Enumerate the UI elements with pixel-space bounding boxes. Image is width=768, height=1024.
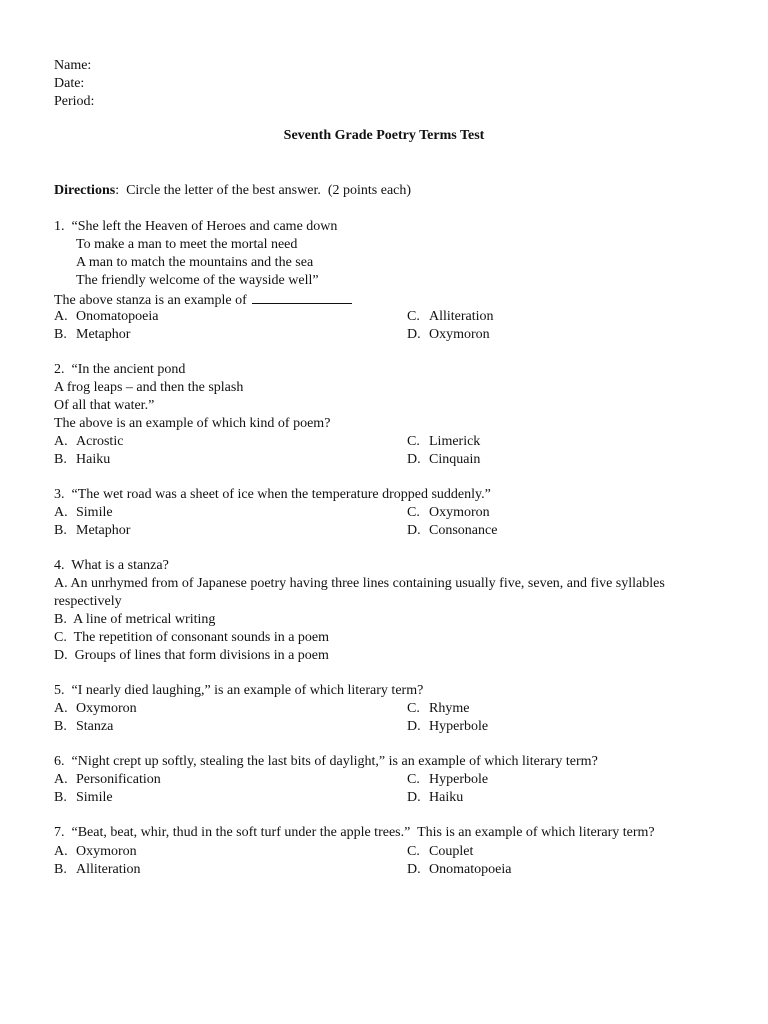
question-3-prompt: 3. “The wet road was a sheet of ice when the temperature dropped suddenly.” <box>54 487 491 502</box>
question-7-prompt: 7. “Beat, beat, whir, thud in the soft turf under the apple trees.” This is an example of which literary term? <box>54 825 655 840</box>
option-text: Oxymoron <box>76 844 137 859</box>
option-letter: B. <box>54 452 67 467</box>
option-text: Onomatopoeia <box>76 309 159 324</box>
question-2-prompt: 2. “In the ancient pond <box>54 362 186 377</box>
question-4-option-d[interactable]: D. Groups of lines that form divisions in a poem <box>54 648 329 663</box>
option-text: Hyperbole <box>429 719 489 734</box>
option-letter: A. <box>54 844 68 859</box>
option-text: Oxymoron <box>429 505 490 520</box>
option-text: Couplet <box>429 844 474 859</box>
question-6-prompt: 6. “Night crept up softly, stealing the last bits of daylight,” is an example of which literary term? <box>54 754 598 769</box>
option-letter: C. <box>407 701 420 716</box>
question-1-verse-line: A man to match the mountains and the sea <box>76 255 314 270</box>
name-label: Name: <box>54 58 92 73</box>
question-3-option-d[interactable] <box>407 522 497 540</box>
option-letter: D. <box>407 719 421 734</box>
option-letter: A. <box>54 505 68 520</box>
directions-text: : Circle the letter of the best answer. (2 points each) <box>115 183 412 198</box>
option-letter: B. <box>54 862 67 877</box>
question-7-option-c[interactable] <box>407 843 473 861</box>
question-1-question-text: The above stanza is an example of <box>54 293 247 308</box>
question-6-option-c[interactable] <box>407 771 488 789</box>
option-text: Stanza <box>76 719 114 734</box>
option-text: Alliteration <box>76 862 141 877</box>
question-3-option-b[interactable] <box>54 522 130 540</box>
question-5-option-d[interactable] <box>407 718 488 736</box>
option-letter: A. <box>54 309 68 324</box>
question-1-option-c[interactable] <box>407 308 494 326</box>
option-letter: C. <box>407 434 420 449</box>
question-2-option-c[interactable] <box>407 433 480 451</box>
option-letter: B. <box>54 327 67 342</box>
option-letter: B. <box>54 790 67 805</box>
option-text: Alliteration <box>429 309 494 324</box>
option-letter: D. <box>407 327 421 342</box>
question-2-option-a[interactable] <box>54 433 123 451</box>
option-letter: D. <box>407 452 421 467</box>
option-text: Consonance <box>429 523 498 538</box>
option-text: Acrostic <box>76 434 124 449</box>
option-letter: D. <box>407 523 421 538</box>
option-text: Haiku <box>429 790 464 805</box>
question-5-option-c[interactable] <box>407 700 469 718</box>
question-2-option-d[interactable] <box>407 451 480 469</box>
page-title: Seventh Grade Poetry Terms Test <box>283 128 485 143</box>
option-text: Cinquain <box>429 452 481 467</box>
question-6-option-b[interactable] <box>54 789 113 807</box>
question-4-option-c[interactable]: C. The repetition of consonant sounds in a poem <box>54 630 330 645</box>
option-text: Oxymoron <box>429 327 490 342</box>
question-2-question: The above is an example of which kind of poem? <box>54 416 331 431</box>
option-letter: B. <box>54 523 67 538</box>
question-1-prompt: 1. “She left the Heaven of Heroes and came down <box>54 219 338 234</box>
date-label: Date: <box>54 76 85 91</box>
directions-label: Directions <box>54 183 116 198</box>
question-4-prompt: 4. What is a stanza? <box>54 558 169 573</box>
option-letter: C. <box>407 772 420 787</box>
option-text: Haiku <box>76 452 111 467</box>
question-1-option-b[interactable] <box>54 326 130 344</box>
question-4-option-a-continued: respectively <box>54 594 122 609</box>
question-3-option-a[interactable] <box>54 504 113 522</box>
option-text: Simile <box>76 505 113 520</box>
period-label: Period: <box>54 94 95 109</box>
question-7-option-a[interactable] <box>54 843 137 861</box>
question-2-option-b[interactable] <box>54 451 110 469</box>
option-letter: C. <box>407 844 420 859</box>
directions <box>54 182 411 200</box>
option-letter: D. <box>407 790 421 805</box>
question-1-option-d[interactable] <box>407 326 490 344</box>
option-text: Oxymoron <box>76 701 137 716</box>
option-letter: A. <box>54 701 68 716</box>
option-letter: C. <box>407 505 420 520</box>
question-2-verse-line: Of all that water.” <box>54 398 155 413</box>
question-2-verse-line: A frog leaps – and then the splash <box>54 380 244 395</box>
question-5-option-b[interactable] <box>54 718 113 736</box>
option-letter: A. <box>54 434 68 449</box>
question-6-option-d[interactable] <box>407 789 463 807</box>
question-4-option-b[interactable]: B. A line of metrical writing <box>54 612 216 627</box>
option-text: Simile <box>76 790 113 805</box>
question-1-option-a[interactable] <box>54 308 158 326</box>
option-text: Rhyme <box>429 701 470 716</box>
question-5-option-a[interactable] <box>54 700 137 718</box>
option-text: Onomatopoeia <box>429 862 512 877</box>
question-7-option-d[interactable] <box>407 861 511 879</box>
answer-blank <box>252 290 352 304</box>
option-text: Personification <box>76 772 161 787</box>
option-text: Metaphor <box>76 327 131 342</box>
option-text: Hyperbole <box>429 772 489 787</box>
question-6-option-a[interactable] <box>54 771 161 789</box>
question-5-prompt: 5. “I nearly died laughing,” is an example of which literary term? <box>54 683 424 698</box>
option-text: Metaphor <box>76 523 131 538</box>
option-letter: C. <box>407 309 420 324</box>
option-letter: A. <box>54 772 68 787</box>
option-letter: B. <box>54 719 67 734</box>
question-1-verse-line: The friendly welcome of the wayside well” <box>76 273 319 288</box>
question-7-option-b[interactable] <box>54 861 141 879</box>
option-text: Limerick <box>429 434 481 449</box>
question-1-question <box>54 290 352 310</box>
question-1-verse-line: To make a man to meet the mortal need <box>76 237 298 252</box>
option-letter: D. <box>407 862 421 877</box>
question-4-option-a[interactable]: A. An unrhymed from of Japanese poetry having three lines containing usually five, seven, and five syllables <box>54 576 665 591</box>
question-3-option-c[interactable] <box>407 504 490 522</box>
